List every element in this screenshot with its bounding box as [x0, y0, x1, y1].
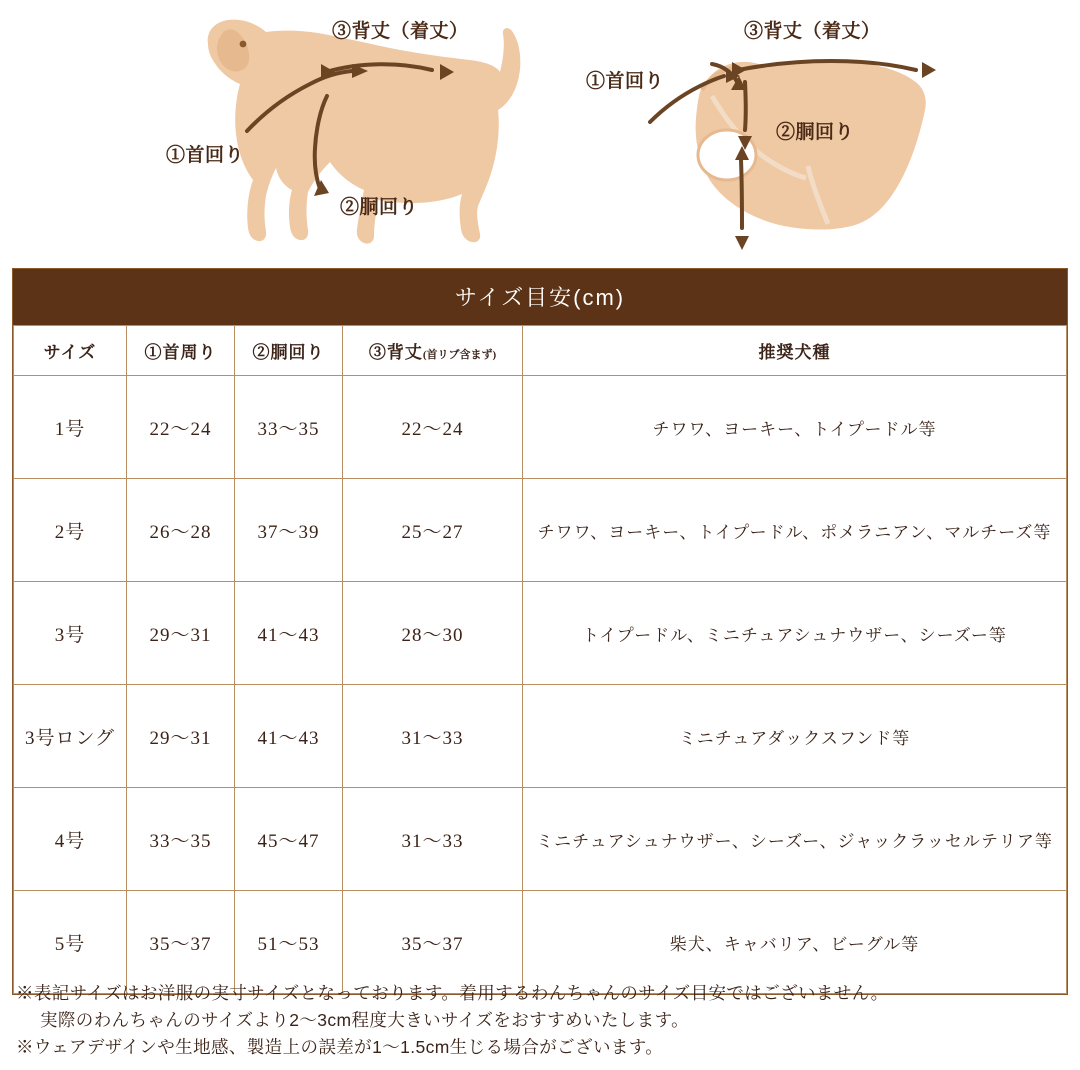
table-row: [14, 376, 1067, 479]
cell-size: 4号: [14, 788, 127, 891]
label-neck-left: ①首回り: [166, 145, 245, 166]
label-back-length-left: ③背丈（着丈）: [332, 21, 469, 42]
note-line-3: ※ウェアデザインや生地感、製造上の誤差が1〜1.5cm生じる場合がございます。: [16, 1037, 664, 1058]
illustration-area: [0, 0, 1080, 262]
cell-size: 5号: [14, 891, 127, 994]
cell-breeds: ミニチュアシュナウザー、シーズー、ジャックラッセルテリア等: [523, 788, 1067, 891]
header-back-label: ③背丈: [368, 343, 423, 362]
cell-breeds: チワワ、ヨーキー、トイプードル等: [523, 376, 1067, 479]
cell-neck: 35〜37: [127, 891, 235, 994]
notes-block: [16, 980, 1068, 1061]
cell-chest: 41〜43: [235, 685, 343, 788]
size-table-wrapper: [12, 268, 1068, 995]
cell-chest: 45〜47: [235, 788, 343, 891]
cell-size: 3号: [14, 582, 127, 685]
cell-chest: 51〜53: [235, 891, 343, 994]
cell-size: 3号ロング: [14, 685, 127, 788]
header-chest: ②胴回り: [235, 326, 343, 376]
cell-size: 2号: [14, 479, 127, 582]
size-table: [13, 325, 1067, 994]
cell-back: 28〜30: [343, 582, 523, 685]
header-neck: ①首周り: [127, 326, 235, 376]
table-row: [14, 891, 1067, 994]
table-row: [14, 685, 1067, 788]
table-row: [14, 582, 1067, 685]
label-chest-left: ②胴回り: [340, 197, 419, 218]
table-header-row: [14, 326, 1067, 376]
cell-chest: 33〜35: [235, 376, 343, 479]
cell-neck: 26〜28: [127, 479, 235, 582]
label-chest-right: ②胴回り: [776, 122, 855, 143]
note-line-2: 実際のわんちゃんのサイズより2〜3cm程度大きいサイズをおすすめいたします。: [40, 1010, 689, 1031]
table-row: [14, 479, 1067, 582]
header-back-note: (首リブ含まず): [422, 349, 497, 361]
cell-neck: 29〜31: [127, 685, 235, 788]
cell-neck: 33〜35: [127, 788, 235, 891]
cell-neck: 29〜31: [127, 582, 235, 685]
arrowhead: [735, 236, 749, 250]
illustration-svg: [0, 0, 1080, 262]
cell-chest: 41〜43: [235, 582, 343, 685]
table-row: [14, 788, 1067, 891]
cell-breeds: 柴犬、キャバリア、ビーグル等: [523, 891, 1067, 994]
cell-breeds: ミニチュアダックスフンド等: [523, 685, 1067, 788]
note-line-1: ※表記サイズはお洋服の実寸サイズとなっております。着用するわんちゃんのサイズ目安ではございません。: [16, 983, 889, 1003]
cell-size: 1号: [14, 376, 127, 479]
size-table-head: [14, 326, 1067, 376]
garment-silhouette-icon: [696, 61, 926, 229]
cell-breeds: チワワ、ヨーキー、トイプードル、ポメラニアン、マルチーズ等: [523, 479, 1067, 582]
cell-back: 25〜27: [343, 479, 523, 582]
cell-breeds: トイプードル、ミニチュアシュナウザー、シーズー等: [523, 582, 1067, 685]
header-size: サイズ: [14, 326, 127, 376]
cell-back: 31〜33: [343, 685, 523, 788]
cell-neck: 22〜24: [127, 376, 235, 479]
header-breeds: 推奨犬種: [523, 326, 1067, 376]
label-neck-right: ①首回り: [586, 71, 665, 92]
header-back: [343, 326, 523, 376]
cell-back: 22〜24: [343, 376, 523, 479]
size-table-title: サイズ目安(cm): [13, 269, 1067, 325]
label-back-length-right: ③背丈（着丈）: [744, 21, 881, 42]
cell-back: 31〜33: [343, 788, 523, 891]
size-table-body: [14, 376, 1067, 994]
cell-back: 35〜37: [343, 891, 523, 994]
arrowhead: [922, 62, 936, 78]
cell-chest: 37〜39: [235, 479, 343, 582]
